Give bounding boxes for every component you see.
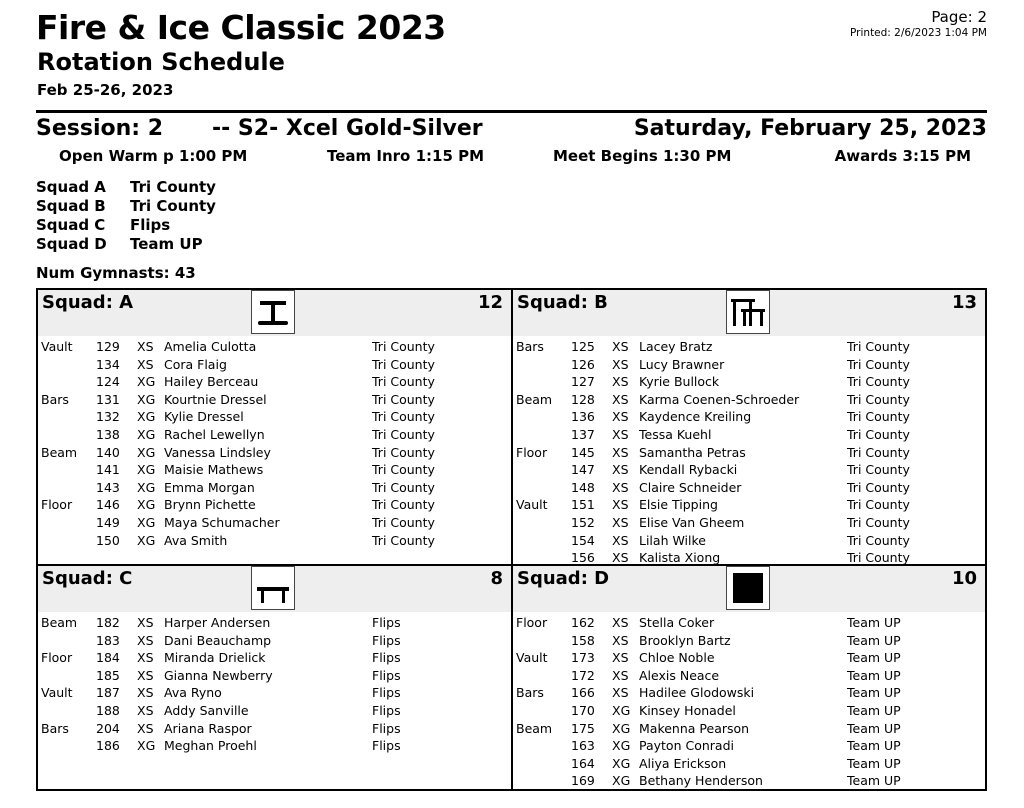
team-name: Tri County <box>847 550 910 566</box>
team-name: Flips <box>372 615 401 630</box>
squad-header <box>38 566 511 612</box>
roster-row <box>38 614 511 632</box>
team-name: Team UP <box>847 755 901 771</box>
roster-row <box>38 702 511 720</box>
event-label: Vault <box>516 650 548 666</box>
printed-timestamp: Printed: 2/6/2023 1:04 PM <box>850 27 987 39</box>
team-name: Team UP <box>847 615 901 630</box>
roster-row <box>38 426 511 444</box>
roster-row <box>513 737 985 755</box>
roster-row <box>38 338 511 356</box>
level-code: XS <box>612 426 629 442</box>
squad-list-team: Tri County <box>130 178 216 196</box>
roster-row <box>513 667 985 685</box>
gymnast-name: Makenna Pearson <box>639 720 750 736</box>
event-label: Floor <box>41 497 73 513</box>
roster-row <box>38 514 511 532</box>
competitor-number: 140 <box>96 444 120 460</box>
competitor-number: 158 <box>571 632 595 648</box>
roster-row <box>513 356 985 374</box>
level-code: XG <box>612 773 631 789</box>
level-code: XG <box>137 532 156 548</box>
competitor-number: 173 <box>571 650 595 666</box>
gymnast-name: Hailey Berceau <box>164 374 259 390</box>
session-date: Saturday, February 25, 2023 <box>633 116 987 141</box>
squad-count: 12 <box>477 292 503 313</box>
competitor-number: 136 <box>571 409 595 425</box>
team-name: Flips <box>372 650 401 666</box>
level-code: XS <box>612 339 629 354</box>
roster-row <box>513 461 985 479</box>
competitor-number: 141 <box>96 462 120 478</box>
team-name: Team UP <box>847 702 901 718</box>
squad-b-panel <box>513 290 985 564</box>
gymnast-name: Vanessa Lindsley <box>164 444 271 460</box>
event-label: Floor <box>516 444 548 460</box>
level-code: XG <box>137 374 156 390</box>
team-intro-time: Team Inro 1:15 PM <box>327 147 485 165</box>
gymnast-name: Cora Flaig <box>164 356 227 372</box>
gymnast-name: Elise Van Gheem <box>639 514 745 530</box>
meet-dates: Feb 25-26, 2023 <box>37 81 174 99</box>
competitor-number: 128 <box>571 391 595 407</box>
roster-row <box>38 496 511 514</box>
team-name: Tri County <box>847 462 910 478</box>
roster-row <box>513 514 985 532</box>
gymnast-name: Ariana Raspor <box>164 720 252 736</box>
level-code: XS <box>612 391 629 407</box>
event-label: Bars <box>516 339 544 354</box>
level-code: XG <box>612 702 631 718</box>
roster-row <box>513 444 985 462</box>
session-label: Session: 2 <box>36 116 164 141</box>
event-label: Bars <box>41 720 69 736</box>
competitor-number: 131 <box>96 391 120 407</box>
gymnast-name: Lacey Bratz <box>639 339 713 354</box>
competitor-number: 150 <box>96 532 120 548</box>
level-code: XG <box>137 738 156 754</box>
team-name: Tri County <box>847 409 910 425</box>
squad-header <box>38 290 511 336</box>
event-label: Vault <box>41 339 73 354</box>
squad-d-panel <box>513 566 985 789</box>
event-label: Vault <box>516 497 548 513</box>
team-name: Team UP <box>847 667 901 683</box>
gymnast-name: Addy Sanville <box>164 702 249 718</box>
num-gymnasts: Num Gymnasts: 43 <box>36 264 196 282</box>
gymnast-name: Maya Schumacher <box>164 514 280 530</box>
roster-row <box>38 356 511 374</box>
gymnast-name: Kendall Rybacki <box>639 462 738 478</box>
roster-row <box>513 373 985 391</box>
competitor-number: 126 <box>571 356 595 372</box>
level-code: XS <box>137 339 154 354</box>
gymnast-name: Lilah Wilke <box>639 532 706 548</box>
level-code: XS <box>612 444 629 460</box>
competitor-number: 204 <box>96 720 120 736</box>
competitor-number: 186 <box>96 738 120 754</box>
competitor-number: 147 <box>571 462 595 478</box>
gymnast-name: Aliya Erickson <box>639 755 727 771</box>
level-code: XG <box>612 755 631 771</box>
team-name: Tri County <box>372 514 435 530</box>
team-name: Flips <box>372 667 401 683</box>
level-code: XG <box>137 444 156 460</box>
competitor-number: 169 <box>571 773 595 789</box>
gymnast-name: Gianna Newberry <box>164 667 273 683</box>
gymnast-name: Hadilee Glodowski <box>639 685 755 701</box>
roster-row <box>38 373 511 391</box>
gymnast-name: Emma Morgan <box>164 479 255 495</box>
roster-row <box>38 684 511 702</box>
meet-begins-time: Meet Begins 1:30 PM <box>553 147 732 165</box>
gymnast-name: Brooklyn Bartz <box>639 632 731 648</box>
competitor-number: 166 <box>571 685 595 701</box>
gymnast-name: Maisie Mathews <box>164 462 264 478</box>
level-code: XS <box>137 356 154 372</box>
uneven-bars-icon <box>726 290 770 334</box>
gymnast-name: Chloe Noble <box>639 650 715 666</box>
squad-count: 10 <box>951 568 977 589</box>
gymnast-name: Tessa Kuehl <box>639 426 712 442</box>
event-label: Bars <box>516 685 544 701</box>
gymnast-name: Kourtnie Dressel <box>164 391 267 407</box>
event-label: Beam <box>41 615 78 630</box>
competitor-number: 187 <box>96 685 120 701</box>
roster-row <box>38 444 511 462</box>
competitor-number: 148 <box>571 479 595 495</box>
level-code: XS <box>612 667 629 683</box>
team-name: Tri County <box>847 391 910 407</box>
competitor-number: 156 <box>571 550 595 566</box>
level-code: XG <box>137 514 156 530</box>
gymnast-name: Payton Conradi <box>639 738 734 754</box>
roster-row <box>38 667 511 685</box>
level-code: XS <box>612 632 629 648</box>
level-code: XS <box>612 685 629 701</box>
roster-row <box>513 649 985 667</box>
open-warmup-time: Open Warm p 1:00 PM <box>59 147 248 165</box>
team-name: Tri County <box>847 479 910 495</box>
competitor-number: 149 <box>96 514 120 530</box>
roster-row <box>38 737 511 755</box>
gymnast-name: Claire Schneider <box>639 479 742 495</box>
level-code: XG <box>137 409 156 425</box>
competitor-number: 183 <box>96 632 120 648</box>
level-code: XS <box>612 532 629 548</box>
gymnast-name: Ava Smith <box>164 532 228 548</box>
team-name: Tri County <box>372 339 435 354</box>
roster-row <box>513 479 985 497</box>
meet-title: Fire & Ice Classic 2023 <box>36 8 446 47</box>
roster-row <box>513 532 985 550</box>
roster-row <box>38 479 511 497</box>
gymnast-name: Lucy Brawner <box>639 356 725 372</box>
team-name: Tri County <box>847 374 910 390</box>
level-code: XS <box>137 650 154 666</box>
roster-row <box>513 614 985 632</box>
team-name: Tri County <box>372 409 435 425</box>
competitor-number: 152 <box>571 514 595 530</box>
squad-c-panel <box>38 566 511 789</box>
roster-row <box>513 391 985 409</box>
team-name: Flips <box>372 685 401 701</box>
competitor-number: 138 <box>96 426 120 442</box>
team-name: Tri County <box>372 479 435 495</box>
squad-roster <box>513 338 985 567</box>
level-code: XS <box>612 374 629 390</box>
squad-title: Squad: B <box>517 292 608 313</box>
level-code: XS <box>612 615 629 630</box>
gymnast-name: Rachel Lewellyn <box>164 426 265 442</box>
team-name: Team UP <box>847 650 901 666</box>
squad-list-team: Team UP <box>130 235 203 253</box>
team-name: Tri County <box>372 374 435 390</box>
team-name: Team UP <box>847 685 901 701</box>
competitor-number: 154 <box>571 532 595 548</box>
level-code: XS <box>137 615 154 630</box>
competitor-number: 151 <box>571 497 595 513</box>
level-code: XS <box>612 462 629 478</box>
level-code: XG <box>137 426 156 442</box>
competitor-number: 164 <box>571 755 595 771</box>
page-number: Page: 2 <box>931 8 987 26</box>
roster-row <box>513 772 985 790</box>
squad-title: Squad: A <box>42 292 134 313</box>
competitor-number: 185 <box>96 667 120 683</box>
event-label: Floor <box>41 650 73 666</box>
level-code: XS <box>612 479 629 495</box>
gymnast-name: Ava Ryno <box>164 685 222 701</box>
competitor-number: 163 <box>571 738 595 754</box>
floor-square-icon <box>726 566 770 610</box>
team-name: Tri County <box>847 514 910 530</box>
event-label: Beam <box>41 444 78 460</box>
gymnast-name: Dani Beauchamp <box>164 632 272 648</box>
roster-row <box>38 408 511 426</box>
balance-beam-icon <box>251 290 295 334</box>
gymnast-name: Amelia Culotta <box>164 339 257 354</box>
roster-row <box>38 532 511 550</box>
beam-table-icon <box>251 566 295 610</box>
level-code: XS <box>612 650 629 666</box>
team-name: Tri County <box>372 462 435 478</box>
competitor-number: 132 <box>96 409 120 425</box>
roster-row <box>513 720 985 738</box>
team-name: Flips <box>372 632 401 648</box>
team-name: Tri County <box>372 444 435 460</box>
squad-roster <box>38 614 511 755</box>
roster-row <box>513 632 985 650</box>
team-name: Tri County <box>372 532 435 548</box>
competitor-number: 143 <box>96 479 120 495</box>
level-code: XS <box>612 550 629 566</box>
squad-count: 13 <box>951 292 977 313</box>
competitor-number: 170 <box>571 702 595 718</box>
schedule-subtitle: Rotation Schedule <box>37 48 285 76</box>
header-divider <box>36 110 987 113</box>
team-name: Flips <box>372 738 401 754</box>
competitor-number: 188 <box>96 702 120 718</box>
level-code: XS <box>137 702 154 718</box>
competitor-number: 134 <box>96 356 120 372</box>
roster-row <box>513 755 985 773</box>
squad-list-label: Squad D <box>36 235 107 253</box>
roster-row <box>513 496 985 514</box>
squad-list-team: Flips <box>130 216 171 234</box>
squad-header <box>513 566 985 612</box>
level-code: XG <box>137 391 156 407</box>
gymnast-name: Kaydence Kreiling <box>639 409 752 425</box>
level-code: XG <box>137 497 156 513</box>
level-code: XS <box>137 667 154 683</box>
team-name: Flips <box>372 702 401 718</box>
squad-roster <box>513 614 985 790</box>
team-name: Tri County <box>372 497 435 513</box>
squad-roster <box>38 338 511 549</box>
team-name: Tri County <box>847 426 910 442</box>
roster-row <box>38 632 511 650</box>
team-name: Tri County <box>847 497 910 513</box>
team-name: Team UP <box>847 632 901 648</box>
gymnast-name: Elsie Tipping <box>639 497 718 513</box>
roster-row <box>513 426 985 444</box>
team-name: Tri County <box>847 444 910 460</box>
gymnast-name: Alexis Neace <box>639 667 720 683</box>
event-label: Vault <box>41 685 73 701</box>
team-name: Tri County <box>847 356 910 372</box>
level-code: XS <box>137 632 154 648</box>
roster-row <box>513 702 985 720</box>
level-code: XS <box>612 356 629 372</box>
competitor-number: 162 <box>571 615 595 630</box>
level-code: XG <box>612 738 631 754</box>
gymnast-name: Kyrie Bullock <box>639 374 720 390</box>
competitor-number: 182 <box>96 615 120 630</box>
event-label: Beam <box>516 391 553 407</box>
level-code: XS <box>137 685 154 701</box>
squad-a-panel <box>38 290 511 564</box>
squad-list-label: Squad A <box>36 178 106 196</box>
gymnast-name: Stella Coker <box>639 615 715 630</box>
team-name: Tri County <box>847 339 910 354</box>
roster-row <box>38 461 511 479</box>
session-name: -- S2- Xcel Gold-Silver <box>212 116 483 141</box>
competitor-number: 129 <box>96 339 120 354</box>
squad-title: Squad: D <box>517 568 610 589</box>
squad-title: Squad: C <box>42 568 133 589</box>
competitor-number: 172 <box>571 667 595 683</box>
roster-row <box>38 391 511 409</box>
team-name: Tri County <box>372 426 435 442</box>
competitor-number: 145 <box>571 444 595 460</box>
gymnast-name: Miranda Drielick <box>164 650 266 666</box>
level-code: XG <box>612 720 631 736</box>
roster-row <box>38 649 511 667</box>
competitor-number: 137 <box>571 426 595 442</box>
level-code: XG <box>137 479 156 495</box>
team-name: Flips <box>372 720 401 736</box>
competitor-number: 175 <box>571 720 595 736</box>
squad-list-label: Squad C <box>36 216 106 234</box>
competitor-number: 124 <box>96 374 120 390</box>
team-name: Team UP <box>847 720 901 736</box>
level-code: XS <box>612 497 629 513</box>
event-label: Beam <box>516 720 553 736</box>
level-code: XS <box>137 720 154 736</box>
team-name: Team UP <box>847 738 901 754</box>
roster-row <box>513 549 985 567</box>
squad-list-label: Squad B <box>36 197 106 215</box>
roster-row <box>513 338 985 356</box>
gymnast-name: Kalista Xiong <box>639 550 721 566</box>
level-code: XS <box>612 514 629 530</box>
gymnast-name: Meghan Proehl <box>164 738 257 754</box>
gymnast-name: Kylie Dressel <box>164 409 244 425</box>
gymnast-name: Harper Andersen <box>164 615 271 630</box>
squad-header <box>513 290 985 336</box>
awards-time: Awards 3:15 PM <box>834 147 971 165</box>
gymnast-name: Bethany Henderson <box>639 773 763 789</box>
squad-count: 8 <box>490 568 503 589</box>
squad-list-team: Tri County <box>130 197 216 215</box>
competitor-number: 127 <box>571 374 595 390</box>
gymnast-name: Brynn Pichette <box>164 497 256 513</box>
team-name: Tri County <box>372 391 435 407</box>
gymnast-name: Samantha Petras <box>639 444 746 460</box>
competitor-number: 125 <box>571 339 595 354</box>
gymnast-name: Kinsey Honadel <box>639 702 736 718</box>
competitor-number: 146 <box>96 497 120 513</box>
team-name: Tri County <box>847 532 910 548</box>
roster-row <box>513 408 985 426</box>
level-code: XG <box>137 462 156 478</box>
gymnast-name: Karma Coenen-Schroeder <box>639 391 800 407</box>
level-code: XS <box>612 409 629 425</box>
event-label: Bars <box>41 391 69 407</box>
roster-row <box>513 684 985 702</box>
team-name: Team UP <box>847 773 901 789</box>
team-name: Tri County <box>372 356 435 372</box>
competitor-number: 184 <box>96 650 120 666</box>
roster-row <box>38 720 511 738</box>
event-label: Floor <box>516 615 548 630</box>
